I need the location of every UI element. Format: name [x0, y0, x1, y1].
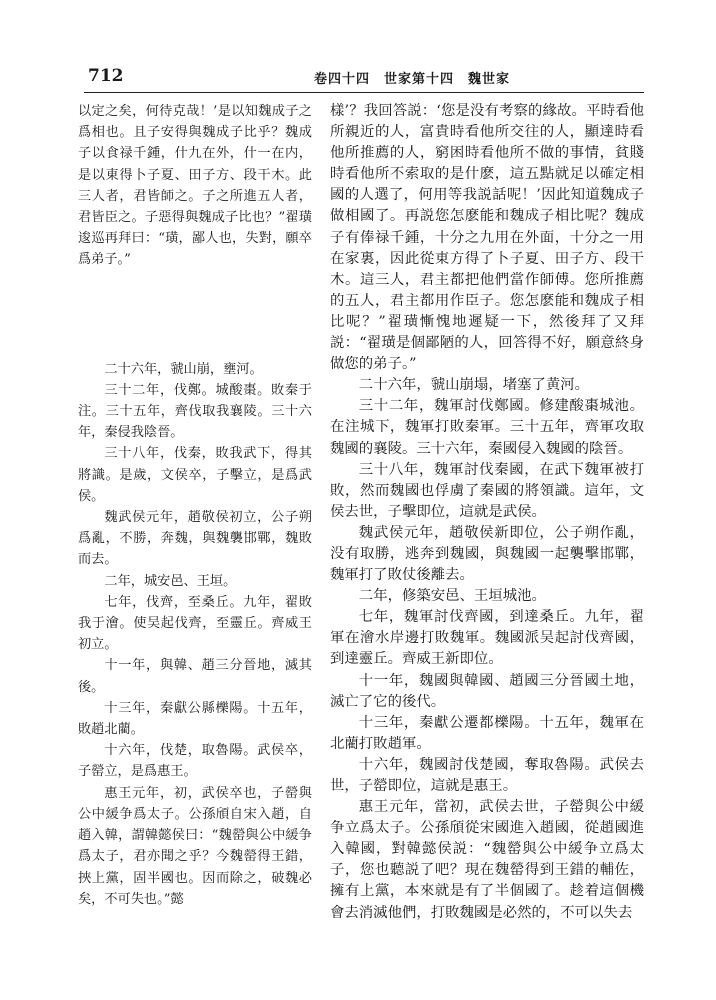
page-header — [84, 66, 644, 90]
left-paragraph-4: 三十八年，伐秦，敗我武下，得其將識。是歲，文侯卒，子擊立，是爲武侯。 — [78, 446, 312, 504]
right-paragraph-6: 二年，修築安邑、王垣城池。 — [358, 588, 546, 605]
left-paragraph-9: 十三年，秦獻公縣櫟陽。十五年，敗趙北藺。 — [78, 700, 312, 738]
right-paragraph-10: 十六年，魏國討伐楚國，奪取魯陽。武侯去世，子罃即位，這就是惠王。 — [330, 756, 644, 794]
left-paragraph-6: 二年，城安邑、王垣。 — [104, 573, 237, 589]
running-title: 卷四十四 世家第十四 魏世家 — [314, 72, 511, 87]
right-paragraph-8: 十一年，魏國與韓國、趙國三分晉國土地，滅亡了它的後代。 — [330, 672, 644, 710]
left-paragraph-7: 七年，伐齊，至桑丘。九年，翟敗我于澮。使吴起伐齊，至靈丘。齊威王初立。 — [78, 594, 312, 653]
right-paragraph-5: 魏武侯元年，趙敬侯新即位，公子朔作亂，没有取勝，逃奔到魏國，與魏國一起襲擊邯鄲，魏軍打了敗仗後離去。 — [330, 524, 644, 584]
left-paragraph-5: 魏武侯元年，趙敬侯初立，公子朔爲亂，不勝，奔魏，與魏襲邯鄲，魏敗而去。 — [78, 510, 312, 568]
page-number: 712 — [88, 66, 124, 86]
left-paragraph-1: 以定之矣，何待克哉！’是以知魏成子之爲相也。且子安得與魏成子比乎？魏成子以食禄千鍾，什九在外，什一在内，是以東得卜子夏、田子方、段干木。此三人者，君皆師之。子之所進五人者，君皆臣之。子惡得與魏成子比也？”翟璜逡巡再拜曰：“璜，鄙人也，失對，願卒爲弟子。” — [78, 104, 312, 268]
right-paragraph-2: 二十六年，虢山崩塌，堵塞了黄河。 — [358, 377, 590, 394]
header-rule — [84, 92, 644, 93]
left-column-classical-text — [78, 101, 312, 910]
right-paragraph-3: 三十二年，魏軍討伐鄭國。修建酸棗城池。在注城下，魏軍打敗秦軍。三十五年，齊軍攻取魏國的襄陵。三十六年，秦國侵入魏國的陰晉。 — [330, 398, 644, 457]
right-paragraph-9: 十三年，秦獻公遷都櫟陽。十五年，魏軍在北藺打敗趙軍。 — [330, 714, 644, 752]
left-paragraph-10: 十六年，伐楚，取魯陽。武侯卒，子罃立，是爲惠王。 — [78, 743, 312, 780]
right-paragraph-1: 樣’？我回答説：‘您是没有考察的緣故。平時看他所親近的人，富貴時看他所交往的人，顯達時看他所推薦的人，窮困時看他所不做的事情，貧賤時看他所不索取的是什麽，這五點就足以確定相國的人選了，何用等我説話呢！’因此知道魏成子做相國了。再説您怎麽能和魏成子相比呢？魏成子有俸禄千鍾，十分之九用在外面，十分之一用在家裏，因此從東方得了卜子夏、田子方、段干木。這三人，君主都把他們當作師傅。您所推薦的五人，君主都用作臣子。您怎麽能和魏成子相比呢？”翟璜慚愧地遲疑一下，然後拜了又拜説：“翟璜是個鄙陋的人，回答得不好，願意終身做您的弟子。” — [330, 103, 644, 373]
column-gap — [78, 271, 312, 359]
left-paragraph-11: 惠王元年，初，武侯卒也，子罃與公中緩争爲太子。公孫頎自宋入趙，自趙入韓，謂韓懿侯曰：“魏罃與公中緩争爲太子，君亦聞之乎？今魏罃得王錯，挾上黨，固半國也。因而除之，破魏必矣，不可失也。”懿 — [78, 785, 312, 907]
right-paragraph-11: 惠王元年，當初，武侯去世，子罃與公中緩争立爲太子。公孫頎從宋國進入趙國，從趙國進入韓國，對韓懿侯説：“魏罃與公中緩争立爲太子，您也聽説了吧？現在魏罃得到王錯的輔佐，擁有上黨，本來就是有了半個國了。趁着這個機會去消滅他們，打敗魏國是必然的，不可以失去 — [330, 799, 644, 921]
left-paragraph-8: 十一年，與韓、趙三分晉地，滅其後。 — [78, 658, 312, 695]
right-paragraph-7: 七年，魏軍討伐齊國，到達桑丘。九年，翟軍在澮水岸邊打敗魏軍。魏國派吴起討伐齊國，到達靈丘。齊威王新即位。 — [330, 609, 644, 668]
left-paragraph-3: 三十二年，伐鄭。城酸棗。敗秦于注。三十五年，齊伐取我襄陵。三十六年，秦侵我陰晉。 — [78, 382, 312, 441]
right-paragraph-4: 三十八年，魏軍討伐秦國，在武下魏軍被打敗，然而魏國也俘虜了秦國的將領識。這年，文侯去世，子擊即位，這就是武侯。 — [330, 461, 644, 520]
left-paragraph-2: 二十六年，虢山崩，壅河。 — [104, 361, 263, 377]
right-column-translation — [330, 101, 644, 924]
